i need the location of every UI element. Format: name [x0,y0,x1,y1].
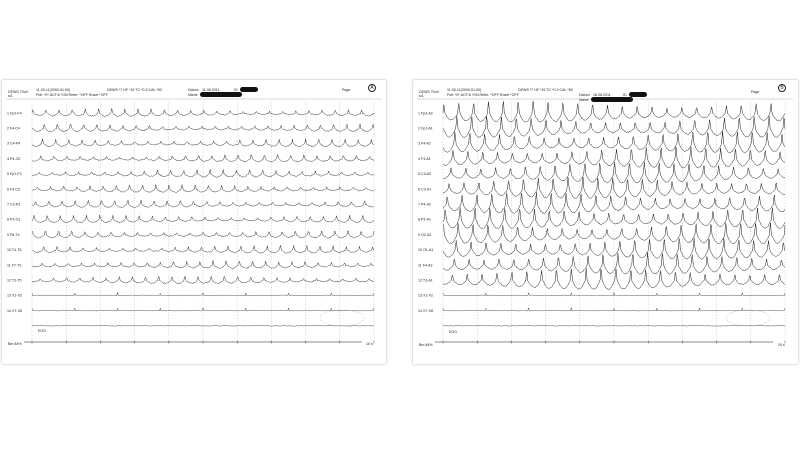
channel-label: 1 Fp2-F4 [7,111,22,116]
eeg-channel-trace [32,245,374,253]
channel-label: 2 F4-C4 [7,126,20,131]
channel-label: 11 F7-T3 [7,263,22,268]
header-line2: Poll: *0* ACF:6 *ON Refer: *OFF Roset *OFF [36,93,108,97]
name-label: Name [579,98,589,102]
redacted-id [629,92,647,97]
header-settings: DEWS *7 HF *15 TC *0.3 CAL *50 [107,88,162,92]
header-line1: 11.00-11(0000-01:00) [36,88,71,92]
redacted-name [591,97,633,102]
eeg-traces-b [413,80,798,364]
channel-label: 1 Fp2-A2 [418,111,433,116]
time-end-label: 10 s [778,343,785,347]
datum-label: Datum [579,93,590,97]
eog-label: EOG [38,329,46,333]
device-label: DEWS 70uV [8,90,29,94]
channel-label: 12 T3-T5 [7,278,22,283]
channel-label: 5 C4-A2 [418,172,432,177]
panel-marker: A [368,84,376,92]
id-label: ID [623,93,627,97]
channel-label: 9 F8-T4 [7,232,20,237]
id-label: ID [234,88,238,92]
redacted-name [200,92,242,97]
eeg-channel-trace [32,139,374,147]
eeg-channel-trace [32,169,374,177]
datum-value: 11.08.2011 [202,88,220,92]
annotation-ellipse [726,310,770,326]
channel-label: 14 X7-X8 [418,308,433,313]
channel-label: 5 Fp1-F3 [7,172,22,177]
channel-label: 4 P4-O2 [7,156,21,161]
annotation-ellipse [320,310,364,326]
page-label: Page [342,88,351,92]
eeg-panel-a [2,80,386,364]
time-end-label: 10 s [366,342,373,346]
channel-label: 3 C4-P4 [7,141,21,146]
eeg-channel-trace [32,215,374,223]
eog-trace [32,326,374,327]
header-line2: Poll: *0* ACF:6 *ON Refer: *OFF Roset *OFF [447,93,519,97]
header-line1: 11.00-11(0000-01:00) [447,88,482,92]
name-label: Name [188,93,198,97]
eeg-channel-trace [32,276,374,283]
channel-label: 7 P4-A2 [418,202,431,207]
device-label: DEWS 70uV [419,90,440,94]
eeg-traces-a [2,80,386,364]
header-settings: DEWS *7 HF *15 TC *0.3 CAL *50 [518,88,573,92]
channel-label: 12 T3-A1 [418,278,433,283]
unit-label: s/1 [419,94,424,98]
channel-label: 10 T4-T6 [7,248,22,253]
eeg-panel-b [413,80,798,364]
bottom-left-label: Bm 84% [8,342,22,346]
channel-label: 4 F3-A1 [418,156,431,161]
unit-label: s/1 [8,94,13,98]
channel-label: 7 C3-P3 [7,202,21,207]
datum-label: Datum [188,88,199,92]
eeg-channel-trace [32,185,374,193]
channel-label: 2 Fp1-A1 [418,126,433,131]
redacted-id [240,87,258,92]
eog-label: EOG [449,330,457,334]
channel-label: 14 X7-X8 [7,308,22,313]
channel-label: 8 P3-O1 [7,217,21,222]
channel-label: 8 P3-A1 [418,217,431,222]
bottom-left-label: Bm 84% [419,343,433,347]
panel-marker: B [778,84,786,92]
channel-label: 10 O1-A1 [418,248,434,253]
channel-label: 9 O2-A2 [418,232,432,237]
channel-label: 6 F3-C3 [7,187,20,192]
channel-label: 13 X1-X2 [418,293,433,298]
eeg-channel-trace [32,108,374,116]
channel-label: 6 C3-A1 [418,187,432,192]
page-label: Page [751,90,760,94]
channel-label: 3 F4-A2 [418,141,431,146]
channel-label: 13 X1-X2 [7,293,22,298]
channel-label: 11 F4-A2 [418,263,433,268]
datum-value: 16.08.2011 [593,93,611,97]
